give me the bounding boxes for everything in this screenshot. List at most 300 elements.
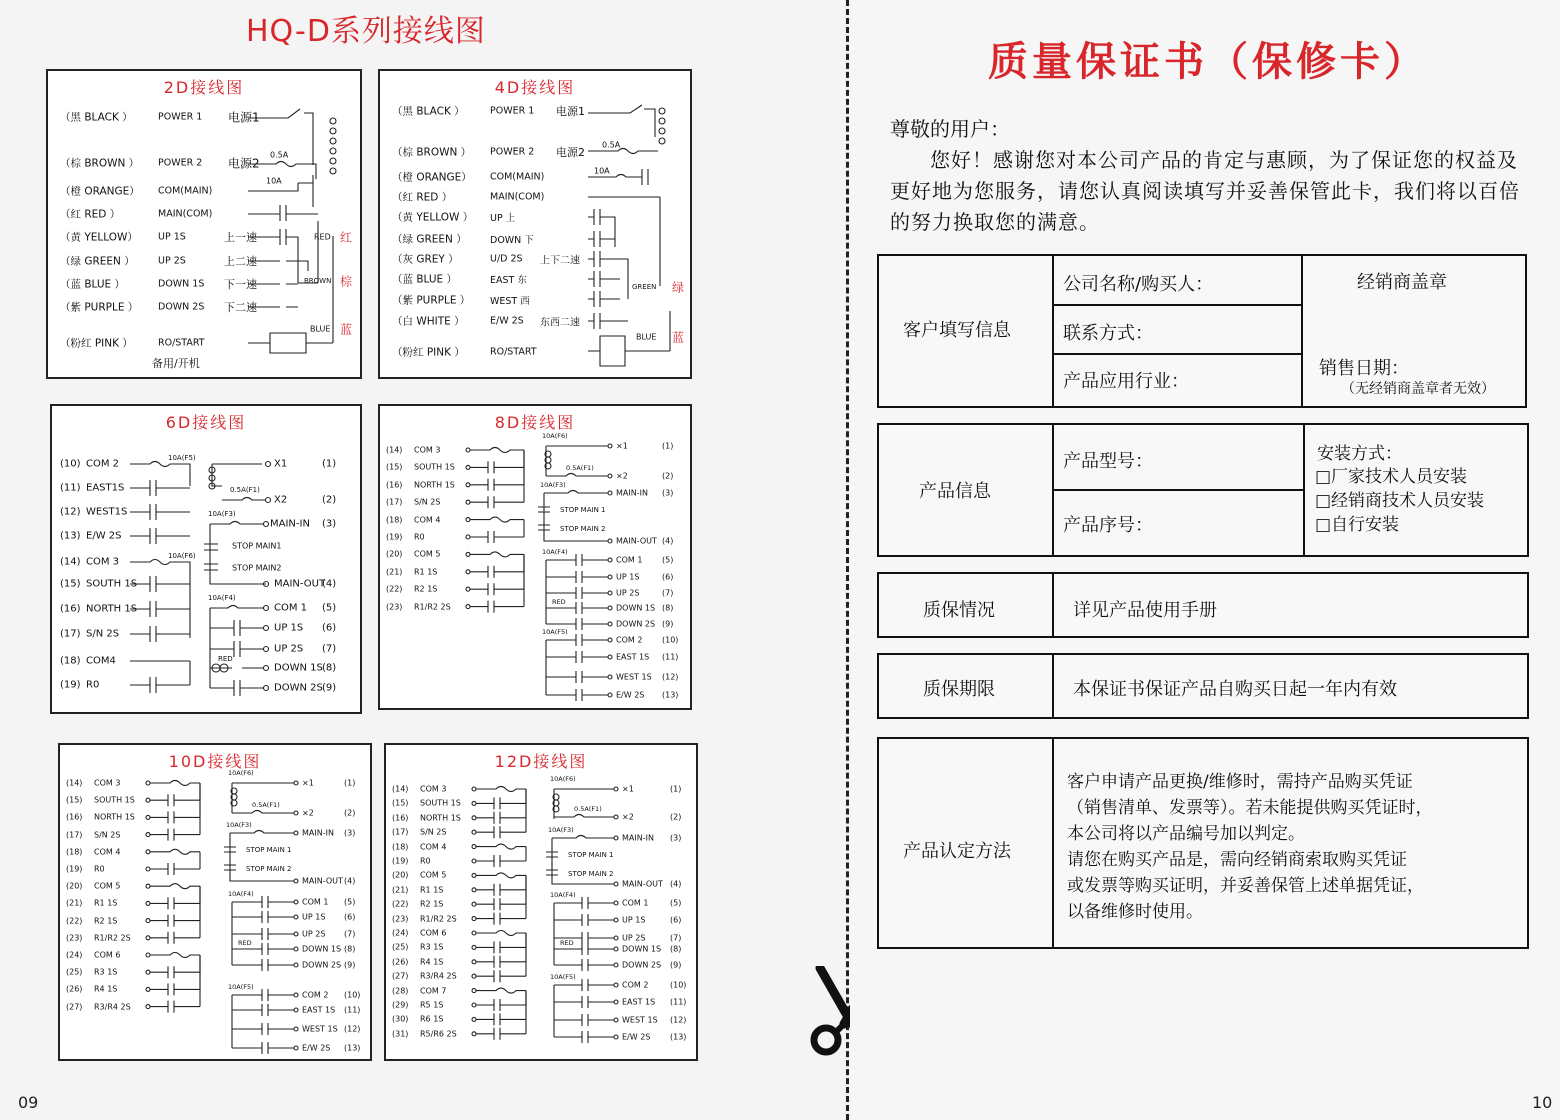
pin-name: R2 1S: [94, 916, 118, 926]
output-number: (3): [322, 518, 337, 530]
output-number: (1): [344, 778, 356, 788]
wire-function-label: RO/START: [490, 346, 537, 358]
wire-circuit-label: 上一速: [224, 231, 257, 244]
fuse-label: 10A(F5): [550, 973, 576, 981]
pin-number: (15): [66, 795, 83, 805]
output-number: (8): [670, 944, 682, 954]
pin-name: R3 1S: [94, 967, 118, 977]
wire-circuit-label: 东西二速: [540, 317, 580, 329]
product-section-label: 产品信息: [919, 481, 991, 502]
wire-color-label: （橙 ORANGE）: [60, 185, 140, 198]
fuse-label: 0.5A: [602, 140, 621, 150]
output-number: (2): [322, 494, 337, 506]
pin-name: S/N 2S: [94, 830, 121, 840]
panel-title: 10D接线图: [168, 752, 262, 771]
certification-line: 或发票等购买证明，并妥善保管上述单据凭证，: [1067, 876, 1424, 896]
warranty-period-label: 质保期限: [923, 679, 995, 700]
side-color-label: 红: [340, 230, 353, 245]
pin-name: NORTH 1S: [94, 812, 135, 822]
wiring-diagram-title: HQ-D系列接线图: [246, 14, 486, 49]
wire-color-label: （红 RED ）: [392, 191, 453, 204]
output-name: UP 2S: [616, 588, 640, 598]
stop-label: STOP MAIN 1: [568, 851, 614, 859]
output-number: (6): [344, 912, 356, 922]
pin-name: R5 1S: [420, 1000, 444, 1010]
output-name: UP 1S: [274, 622, 304, 634]
wire-color-label: （黑 BLACK ）: [60, 111, 133, 124]
fuse-label: 10A(F6): [542, 432, 568, 440]
pin-number: (16): [66, 812, 83, 822]
pin-number: (22): [386, 584, 403, 594]
pin-number: (21): [386, 567, 403, 577]
output-name: COM 1: [622, 898, 649, 908]
pin-name: COM 5: [420, 870, 447, 880]
pin-name: R5/R6 2S: [420, 1029, 457, 1039]
output-name: COM 2: [622, 980, 649, 990]
wire-function-label: COM(MAIN): [158, 185, 213, 197]
wire-color-label: （灰 GREY ）: [392, 253, 459, 266]
coil-label: BLUE: [310, 324, 331, 334]
output-number: (4): [344, 876, 356, 886]
wire-circuit-label: 电源1: [228, 110, 260, 125]
wire-circuit-label: 上二速: [224, 255, 257, 268]
pin-number: (15): [392, 798, 409, 808]
warranty-status-value: 详见产品使用手册: [1073, 600, 1217, 621]
panel-title: 4D接线图: [494, 78, 576, 97]
output-number: (3): [662, 488, 674, 498]
output-name: DOWN 1S: [274, 662, 323, 674]
output-number: (7): [670, 933, 682, 943]
contact-field-label[interactable]: 联系方式：: [1063, 323, 1153, 344]
fuse-label: 10A(F4): [550, 891, 576, 899]
output-name: MAIN-IN: [622, 833, 654, 843]
pin-name: EAST1S: [86, 482, 125, 494]
fuse-label: 10A(F5): [228, 983, 254, 991]
pin-name: COM 6: [420, 928, 447, 938]
pin-number: (30): [392, 1014, 409, 1024]
certification-line: 本公司将以产品编号加以判定。: [1067, 824, 1305, 844]
pin-name: COM 3: [86, 556, 120, 568]
wire-color-label: （红 RED ）: [60, 208, 121, 221]
pin-number: (26): [66, 984, 83, 994]
install-method-label: 安装方式：: [1317, 444, 1402, 464]
stop-label: STOP MAIN2: [232, 563, 282, 573]
wire-function-label: POWER 1: [158, 111, 203, 123]
pin-name: R3/R4 2S: [94, 1002, 131, 1012]
pin-number: (31): [392, 1029, 409, 1039]
coil-label: BROWN: [304, 277, 332, 285]
pin-number: (15): [386, 462, 403, 472]
wire-function-label: U/D 2S: [490, 253, 523, 265]
output-name: EAST 1S: [622, 997, 656, 1007]
output-name: UP 2S: [302, 929, 326, 939]
side-color-label: 棕: [340, 274, 353, 289]
panel-title: 12D接线图: [494, 752, 588, 771]
output-name: MAIN-IN: [270, 518, 310, 530]
pin-name: R3/R4 2S: [420, 971, 457, 981]
wire-color-label: （黑 BLACK ）: [392, 105, 465, 118]
pin-number: (14): [392, 784, 409, 794]
letter-intro: 您好！感谢您对本公司产品的肯定与惠顾，为了保证您的权益及更好地为您服务，请您认真阅读填写并妥善保管此卡，我们将以百倍的努力换取您的满意。: [890, 148, 1520, 234]
wire-color-label: （黄 YELLOW）: [60, 231, 138, 244]
output-name: ×2: [622, 812, 634, 822]
certification-line: （销售清单、发票等）。若未能提供购买凭证时，: [1067, 798, 1433, 818]
coil-label: GREEN: [632, 283, 657, 291]
pin-name: SOUTH 1S: [414, 462, 455, 472]
output-name: DOWN 2S: [616, 619, 656, 629]
pin-number: (13): [60, 530, 81, 542]
wire-function-label: UP 2S: [158, 255, 186, 267]
certification-text: [1067, 769, 1433, 925]
wire-circuit-label: 下一速: [224, 278, 257, 291]
output-name: DOWN 1S: [616, 603, 656, 613]
pin-number: (16): [392, 813, 409, 823]
pin-name: R0: [414, 532, 425, 542]
stop-label: STOP MAIN 2: [246, 865, 292, 873]
wire-function-label: EAST 东: [490, 275, 527, 286]
output-name: EAST 1S: [616, 652, 650, 662]
wire-color-label: （绿 GREEN ）: [392, 233, 467, 246]
output-number: (6): [322, 622, 337, 634]
pin-name: SOUTH 1S: [86, 578, 138, 590]
output-name: ×1: [622, 784, 634, 794]
pin-number: (18): [392, 842, 409, 852]
output-number: (9): [670, 960, 682, 970]
wire-color-label: （紫 PURPLE ）: [392, 294, 471, 307]
wire-color-label: （橙 ORANGE）: [392, 171, 472, 184]
fuse-label: 10A(F6): [228, 769, 254, 777]
output-name: X2: [274, 494, 288, 506]
certification-line: 以备维修时使用。: [1067, 902, 1203, 922]
output-number: (10): [670, 980, 687, 990]
output-name: WEST 1S: [622, 1015, 658, 1025]
fuse-label: 10A(F4): [542, 548, 568, 556]
pin-name: R4 1S: [94, 984, 118, 994]
output-number: (12): [662, 672, 679, 682]
coil-label: RED: [218, 655, 233, 663]
output-name: E/W 2S: [302, 1043, 331, 1053]
output-number: (4): [670, 879, 682, 889]
wire-function-label: DOWN 1S: [158, 278, 205, 290]
pin-number: (17): [392, 827, 409, 837]
wire-color-label: （绿 GREEN ）: [60, 255, 135, 268]
pin-name: COM 3: [420, 784, 447, 794]
output-number: (4): [322, 578, 337, 590]
pin-number: (12): [60, 506, 81, 518]
fuse-label: 10A(F6): [550, 775, 576, 783]
panel-12d-wiring: [384, 743, 698, 1061]
panel-2d-wiring: [46, 69, 362, 379]
wire-function-label: POWER 2: [490, 146, 535, 158]
stop-label: STOP MAIN 2: [568, 870, 614, 878]
output-number: (2): [344, 808, 356, 818]
sale-date-note: （无经销商盖章者无效）: [1341, 381, 1495, 397]
wire-circuit-label: 电源2: [556, 146, 585, 159]
output-name: UP 2S: [622, 933, 646, 943]
output-number: (5): [344, 897, 356, 907]
output-number: (11): [670, 997, 687, 1007]
dealer-stamp-label: 经销商盖章: [1357, 272, 1447, 293]
output-name: ×2: [302, 808, 314, 818]
model-field-label[interactable]: 产品型号：: [1063, 451, 1153, 472]
wire-function-label: MAIN(COM): [490, 191, 545, 203]
wire-color-label: （粉红 PINK ）: [392, 346, 465, 359]
output-number: (4): [662, 536, 674, 546]
wire-color-label: （蓝 BLUE ）: [392, 273, 458, 286]
coil-label: RED: [314, 232, 331, 242]
pin-number: (18): [386, 515, 403, 525]
wire-color-label: （白 WHITE ）: [392, 315, 465, 328]
output-number: (9): [344, 960, 356, 970]
output-name: ×1: [302, 778, 314, 788]
output-number: (1): [670, 784, 682, 794]
pin-name: R3 1S: [420, 942, 444, 952]
pin-number: (20): [66, 881, 83, 891]
side-color-label: 绿: [672, 280, 685, 295]
fuse-label: 10A(F5): [168, 454, 196, 462]
page-number-right: 10: [1532, 1093, 1553, 1112]
pin-number: (27): [66, 1002, 83, 1012]
pin-number: (27): [392, 971, 409, 981]
pin-name: R1/R2 2S: [420, 914, 457, 924]
pin-number: (16): [386, 480, 403, 490]
panel-6d-wiring: [50, 404, 362, 714]
pin-number: (28): [392, 986, 409, 996]
output-number: (10): [344, 990, 361, 1000]
pin-number: (19): [66, 864, 83, 874]
pin-name: R2 1S: [420, 899, 444, 909]
output-name: EAST 1S: [302, 1005, 336, 1015]
pin-name: SOUTH 1S: [94, 795, 135, 805]
output-name: UP 1S: [616, 572, 640, 582]
fuse-label: 10A(F3): [548, 826, 574, 834]
pin-name: R2 1S: [414, 584, 438, 594]
output-name: UP 1S: [302, 912, 326, 922]
output-name: WEST 1S: [616, 672, 652, 682]
output-name: DOWN 1S: [302, 944, 342, 954]
side-color-label: 蓝: [340, 322, 353, 337]
fuse-label: 0.5A(F1): [252, 801, 280, 809]
pin-name: R1 1S: [414, 567, 438, 577]
output-number: (3): [670, 833, 682, 843]
certification-line: 客户申请产品更换/维修时，需持产品购买凭证: [1067, 772, 1413, 792]
warranty-period-box: [877, 653, 1529, 719]
output-name: COM 1: [302, 897, 329, 907]
install-option-self[interactable]: □自行安装: [1315, 515, 1400, 535]
output-number: (6): [670, 915, 682, 925]
pin-name: R1 1S: [94, 898, 118, 908]
pin-name: R1 1S: [420, 885, 444, 895]
pin-name: COM 4: [420, 842, 447, 852]
pin-number: (18): [66, 847, 83, 857]
output-number: (12): [670, 1015, 687, 1025]
panel-title: 6D接线图: [165, 413, 247, 432]
wire-function-label: UP 1S: [158, 231, 186, 243]
output-name: ×1: [616, 441, 628, 451]
letter-greeting: 尊敬的用户：: [890, 117, 1010, 141]
fuse-label: 10A(F4): [228, 890, 254, 898]
wire-function-label: DOWN 下: [490, 235, 534, 246]
output-number: (9): [322, 682, 337, 694]
serial-field-label[interactable]: 产品序号：: [1063, 515, 1153, 536]
fuse-label: 10A(F3): [226, 821, 252, 829]
panel-title: 8D接线图: [494, 413, 576, 432]
pin-name: COM 4: [414, 515, 441, 525]
output-name: WEST 1S: [302, 1024, 338, 1034]
output-name: X1: [274, 458, 288, 470]
wire-color-label: （棕 BROWN ）: [392, 146, 472, 159]
output-name: UP 1S: [622, 915, 646, 925]
panel-4d-wiring: [378, 69, 692, 379]
output-number: (8): [662, 603, 674, 613]
fuse-label: 0.5A(F1): [574, 805, 602, 813]
cut-line-divider: [846, 0, 849, 1120]
wire-color-label: （棕 BROWN ）: [60, 157, 140, 170]
pin-number: (14): [386, 445, 403, 455]
install-option-factory[interactable]: □厂家技术人员安装: [1315, 467, 1468, 487]
industry-field-label[interactable]: 产品应用行业：: [1063, 371, 1189, 392]
stop-label: STOP MAIN 2: [560, 525, 606, 533]
output-name: E/W 2S: [616, 690, 645, 700]
output-name: MAIN-OUT: [616, 536, 657, 546]
pin-name: E/W 2S: [86, 530, 122, 542]
pin-name: COM 2: [86, 458, 120, 470]
customer-info-box: [877, 254, 1527, 408]
wire-function-label: POWER 2: [158, 157, 203, 169]
pin-number: (24): [392, 928, 409, 938]
pin-name: R0: [86, 679, 100, 691]
pin-number: (17): [386, 497, 403, 507]
fuse-label: 0.5A(F1): [566, 464, 594, 472]
pin-name: COM 4: [94, 847, 121, 857]
output-number: (5): [322, 602, 337, 614]
pin-number: (14): [60, 556, 81, 568]
output-number: (9): [662, 619, 674, 629]
output-number: (1): [322, 458, 337, 470]
wire-circuit-label: 电源2: [228, 156, 260, 171]
output-name: MAIN-OUT: [274, 578, 326, 590]
pin-name: COM 6: [94, 950, 121, 960]
output-number: (10): [662, 635, 679, 645]
pin-number: (17): [66, 830, 83, 840]
pin-name: COM 3: [414, 445, 441, 455]
pin-number: (23): [392, 914, 409, 924]
pin-number: (14): [66, 778, 83, 788]
certification-label: 产品认定方法: [903, 841, 1011, 862]
wire-circuit-label: 下二速: [224, 301, 257, 314]
coil-label: BLUE: [636, 332, 657, 342]
output-number: (2): [670, 812, 682, 822]
panel-8d-wiring: [378, 404, 692, 710]
fuse-label: 0.5A: [270, 150, 289, 160]
certification-line: 请您在购买产品是，需向经销商索取购买凭证: [1067, 850, 1407, 870]
wire-function-label: MAIN(COM): [158, 208, 213, 220]
pin-number: (22): [392, 899, 409, 909]
wire-color-label: （紫 PURPLE ）: [60, 301, 139, 314]
pin-number: (19): [392, 856, 409, 866]
pin-number: (10): [60, 458, 81, 470]
panel-footer-note: 备用/开机: [152, 357, 200, 370]
pin-name: R1/R2 2S: [414, 602, 451, 612]
wire-circuit-label: 电源1: [556, 105, 585, 118]
output-number: (5): [662, 555, 674, 565]
output-number: (12): [344, 1024, 361, 1034]
output-name: DOWN 2S: [274, 682, 323, 694]
warranty-status-label: 质保情况: [923, 600, 995, 621]
fuse-label: 0.5A(F1): [230, 486, 260, 494]
fuse-label: 10A(F5): [542, 628, 568, 636]
output-number: (11): [662, 652, 679, 662]
wire-color-label: （蓝 BLUE ）: [60, 278, 126, 291]
pin-number: (19): [386, 532, 403, 542]
output-number: (2): [662, 471, 674, 481]
company-field-label[interactable]: 公司名称/购买人：: [1063, 274, 1214, 295]
pin-number: (20): [386, 549, 403, 559]
output-name: MAIN-IN: [616, 488, 648, 498]
stop-label: STOP MAIN 1: [560, 506, 606, 514]
output-name: COM 2: [302, 990, 329, 1000]
fuse-label: 10A(F6): [168, 552, 196, 560]
customer-section-label: 客户填写信息: [903, 320, 1011, 341]
pin-name: COM 3: [94, 778, 121, 788]
pin-number: (17): [60, 628, 81, 640]
pin-number: (15): [60, 578, 81, 590]
pin-number: (20): [392, 870, 409, 880]
fuse-label: 10A: [594, 166, 610, 176]
pin-name: S/N 2S: [414, 497, 441, 507]
fuse-label: 10A: [266, 176, 282, 186]
output-name: E/W 2S: [622, 1032, 651, 1042]
fuse-label: 10A(F4): [208, 594, 236, 602]
wire-function-label: WEST 西: [490, 296, 530, 307]
output-number: (6): [662, 572, 674, 582]
install-option-dealer[interactable]: □经销商技术人员安装: [1315, 491, 1485, 511]
wire-color-label: （黄 YELLOW ）: [392, 211, 474, 224]
output-name: DOWN 2S: [302, 960, 342, 970]
output-number: (13): [670, 1032, 687, 1042]
wire-function-label: COM(MAIN): [490, 171, 545, 183]
output-number: (8): [344, 944, 356, 954]
pin-name: COM4: [86, 655, 116, 667]
wire-circuit-label: 上下二速: [540, 255, 580, 267]
output-number: (11): [344, 1005, 361, 1015]
wire-function-label: DOWN 2S: [158, 301, 205, 313]
output-number: (7): [662, 588, 674, 598]
pin-number: (19): [60, 679, 81, 691]
output-number: (1): [662, 441, 674, 451]
stop-label: STOP MAIN 1: [246, 846, 292, 854]
pin-number: (21): [66, 898, 83, 908]
pin-name: R1/R2 2S: [94, 933, 131, 943]
panel-title: 2D接线图: [163, 78, 245, 97]
warranty-card-title: 质量保证书（保修卡）: [988, 39, 1428, 85]
sale-date-label[interactable]: 销售日期：: [1319, 358, 1409, 379]
output-number: (13): [662, 690, 679, 700]
pin-name: R6 1S: [420, 1014, 444, 1024]
pin-number: (11): [60, 482, 81, 494]
output-name: DOWN 1S: [622, 944, 662, 954]
pin-name: SOUTH 1S: [420, 798, 461, 808]
pin-name: S/N 2S: [420, 827, 447, 837]
pin-number: (16): [60, 603, 81, 615]
output-number: (5): [670, 898, 682, 908]
output-name: DOWN 2S: [622, 960, 662, 970]
pin-number: (23): [66, 933, 83, 943]
pin-number: (23): [386, 602, 403, 612]
wire-color-label: （粉红 PINK ）: [60, 337, 133, 350]
output-number: (13): [344, 1043, 361, 1053]
wire-function-label: E/W 2S: [490, 315, 524, 327]
